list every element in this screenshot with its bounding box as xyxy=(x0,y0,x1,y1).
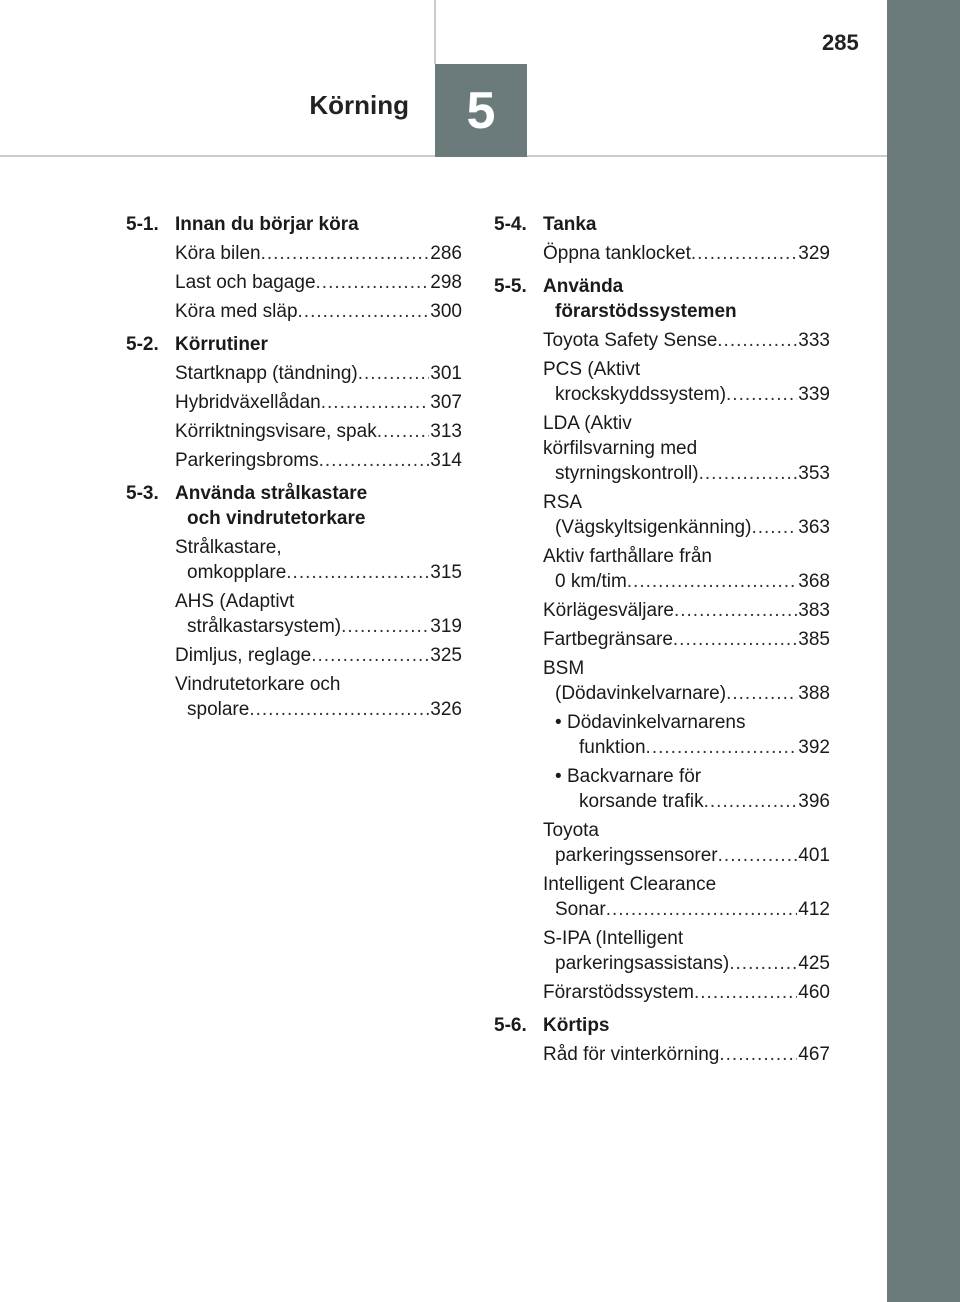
dot-leader xyxy=(316,270,430,295)
dot-leader xyxy=(726,382,797,407)
toc-entry[interactable] xyxy=(543,627,830,652)
toc-entry[interactable] xyxy=(175,361,462,386)
header-divider xyxy=(434,0,436,64)
page-ref: 401 xyxy=(798,845,830,866)
toc-entry-line xyxy=(175,560,462,585)
toc-entry-line: RSA xyxy=(543,492,583,513)
chapter-number-box xyxy=(435,64,527,157)
toc-entry[interactable] xyxy=(543,328,830,353)
section-heading xyxy=(126,481,462,531)
toc-section xyxy=(126,481,462,722)
page-ref: 307 xyxy=(430,392,462,413)
dot-leader xyxy=(717,328,797,353)
section-number: 5-6. xyxy=(494,1015,527,1036)
toc-entry-line xyxy=(543,951,830,976)
dot-leader xyxy=(358,361,430,386)
toc-entry-line: Toyota xyxy=(543,820,599,841)
toc-entry-text: Råd för vinterkörning xyxy=(543,1044,720,1065)
toc-entry[interactable] xyxy=(543,926,830,976)
page-ref: 460 xyxy=(798,982,830,1003)
toc-entry-text: Toyota Safety Sense xyxy=(543,330,718,351)
toc-entry-text: Dimljus, reglage xyxy=(175,645,312,666)
toc-entry[interactable] xyxy=(543,656,830,706)
toc-entry[interactable] xyxy=(175,270,462,295)
section-number: 5-2. xyxy=(126,334,159,355)
toc-entry[interactable] xyxy=(175,419,462,444)
toc-entry-line xyxy=(543,980,830,1005)
toc-column-right xyxy=(494,212,830,1075)
section-number: 5-4. xyxy=(494,214,527,235)
toc-entry-text: styrningskontroll) xyxy=(555,463,699,484)
toc-entry[interactable] xyxy=(555,710,830,760)
page-ref: 300 xyxy=(430,301,462,322)
section-title-line: och vindrutetorkare xyxy=(187,508,366,529)
page-ref: 313 xyxy=(430,421,462,442)
toc-entry-text: spolare xyxy=(187,699,250,720)
toc-entry[interactable] xyxy=(543,598,830,623)
section-title xyxy=(543,212,830,237)
page-ref: 467 xyxy=(798,1044,830,1065)
toc-entry[interactable] xyxy=(543,544,830,594)
page-ref: 392 xyxy=(798,737,830,758)
toc-entry-line xyxy=(543,598,830,623)
page-ref: 329 xyxy=(798,243,830,264)
toc-entry-line xyxy=(543,328,830,353)
page-ref: 286 xyxy=(430,243,462,264)
toc-entry-text: omkopplare xyxy=(187,562,287,583)
toc-entry[interactable] xyxy=(175,241,462,266)
toc-entry-line xyxy=(543,843,830,868)
toc-entry-text: Körlägesväljare xyxy=(543,600,674,621)
dot-leader xyxy=(298,299,430,324)
toc-section xyxy=(126,212,462,324)
toc-entry-line xyxy=(543,515,830,540)
toc-entry-line: Intelligent Clearance xyxy=(543,874,717,895)
chapter-title: Körning xyxy=(309,90,409,120)
page-ref: 326 xyxy=(430,699,462,720)
toc-entry[interactable] xyxy=(543,980,830,1005)
page-ref: 339 xyxy=(798,384,830,405)
toc-entry[interactable] xyxy=(175,535,462,585)
page-ref: 353 xyxy=(798,463,830,484)
toc-entry-line xyxy=(543,461,830,486)
toc-entry-line: Aktiv farthållare från xyxy=(543,546,712,567)
toc-entry-line: S-IPA (Intelligent xyxy=(543,928,684,949)
dot-leader xyxy=(674,598,797,623)
section-heading xyxy=(494,1013,830,1038)
toc-section xyxy=(494,1013,830,1067)
toc-entry-line xyxy=(175,270,462,295)
toc-entry-text: Sonar xyxy=(555,899,606,920)
section-title xyxy=(175,332,462,357)
section-heading xyxy=(126,212,462,237)
toc-entry-line xyxy=(175,419,462,444)
toc-entry-line xyxy=(543,382,830,407)
toc-entry[interactable] xyxy=(175,643,462,668)
toc-entry-text: krockskyddssystem) xyxy=(555,384,727,405)
dot-leader xyxy=(606,897,798,922)
page-ref: 314 xyxy=(430,450,462,471)
toc-entry-line xyxy=(175,643,462,668)
dot-leader xyxy=(699,461,798,486)
toc-entry[interactable] xyxy=(175,390,462,415)
toc-entry-line: LDA (Aktiv xyxy=(543,413,632,434)
toc-entry-text: Hybridväxellådan xyxy=(175,392,321,413)
toc-entry-text: (Dödavinkelvarnare) xyxy=(555,683,727,704)
section-title-line: Körrutiner xyxy=(175,334,268,355)
toc-entry-line: PCS (Aktivt xyxy=(543,359,641,380)
toc-entry-text: Förarstödssystem xyxy=(543,982,694,1003)
toc-section xyxy=(494,212,830,266)
section-title xyxy=(175,212,462,237)
section-title-line: Innan du börjar köra xyxy=(175,214,359,235)
dot-leader xyxy=(311,643,429,668)
page-ref: 425 xyxy=(798,953,830,974)
dot-leader xyxy=(704,789,798,814)
toc-entry-line: Vindrutetorkare och xyxy=(175,674,341,695)
page-ref: 412 xyxy=(798,899,830,920)
page-number: 285 xyxy=(822,30,859,55)
toc-entry-line xyxy=(555,789,830,814)
toc-entry-line xyxy=(555,735,830,760)
page-ref: 368 xyxy=(798,571,830,592)
section-heading xyxy=(494,274,830,324)
toc-entry-text: strålkastarsystem) xyxy=(187,616,342,637)
toc-entry-text: Fartbegränsare xyxy=(543,629,673,650)
toc-entry[interactable] xyxy=(543,241,830,266)
dot-leader xyxy=(726,681,797,706)
dot-leader xyxy=(694,980,797,1005)
page-ref: 315 xyxy=(430,562,462,583)
dot-leader xyxy=(627,569,798,594)
section-title xyxy=(543,1013,830,1038)
toc-entry-line: körfilsvarning med xyxy=(543,438,698,459)
toc-entry-line xyxy=(175,448,462,473)
page-ref: 301 xyxy=(430,363,462,384)
page-ref: 363 xyxy=(798,517,830,538)
dot-leader xyxy=(321,390,430,415)
toc-entry[interactable] xyxy=(555,764,830,814)
toc-entry-line xyxy=(175,361,462,386)
dot-leader xyxy=(751,515,797,540)
toc-entry[interactable] xyxy=(175,672,462,722)
dot-leader xyxy=(718,843,798,868)
section-title-line: förarstödssystemen xyxy=(555,301,737,322)
dot-leader xyxy=(673,627,797,652)
toc-entry-text: Öppna tanklocket xyxy=(543,243,691,264)
toc-entry-text: Last och bagage xyxy=(175,272,316,293)
section-number: 5-1. xyxy=(126,214,159,235)
toc-entry-text: Körriktningsvisare, spak xyxy=(175,421,377,442)
toc-entry-line xyxy=(543,897,830,922)
toc-entry-text: 0 km/tim xyxy=(555,571,627,592)
toc-entry-text: parkeringssensorer xyxy=(555,845,718,866)
toc-entry-line xyxy=(175,614,462,639)
page-ref: 383 xyxy=(798,600,830,621)
section-title xyxy=(543,274,830,324)
toc-entry[interactable] xyxy=(543,357,830,407)
toc-entry-text: Köra bilen xyxy=(175,243,261,264)
toc-entry-line xyxy=(175,697,462,722)
toc-entry-line: Strålkastare, xyxy=(175,537,282,558)
page-ref: 325 xyxy=(430,645,462,666)
dot-leader xyxy=(319,448,430,473)
toc-entry-text: Köra med släp xyxy=(175,301,298,322)
section-title-line: Använda strålkastare xyxy=(175,483,368,504)
toc-entry-line xyxy=(175,241,462,266)
dot-leader xyxy=(719,1042,797,1067)
toc-section xyxy=(126,332,462,473)
page-ref: 396 xyxy=(798,791,830,812)
dot-leader xyxy=(261,241,430,266)
section-heading xyxy=(126,332,462,357)
toc-entry[interactable] xyxy=(543,818,830,868)
dot-leader xyxy=(729,951,797,976)
section-number: 5-3. xyxy=(126,483,159,504)
section-heading xyxy=(494,212,830,237)
dot-leader xyxy=(646,735,798,760)
dot-leader xyxy=(341,614,429,639)
toc-entry-line xyxy=(543,241,830,266)
bullet-icon: • xyxy=(555,766,562,787)
toc-entry-line: • Backvarnare för xyxy=(555,766,702,787)
toc-entry-text: parkeringsassistans) xyxy=(555,953,730,974)
dot-leader xyxy=(691,241,797,266)
toc-entry-line xyxy=(175,390,462,415)
page-ref: 298 xyxy=(430,272,462,293)
toc-entry-text: Parkeringsbroms xyxy=(175,450,319,471)
toc-entry-text: (Vägskyltsigenkänning) xyxy=(555,517,752,538)
section-title xyxy=(175,481,462,531)
page-ref: 388 xyxy=(798,683,830,704)
bullet-icon: • xyxy=(555,712,562,733)
toc-entry[interactable] xyxy=(543,490,830,540)
toc-entry-line: AHS (Adaptivt xyxy=(175,591,295,612)
page-ref: 385 xyxy=(798,629,830,650)
toc-entry[interactable] xyxy=(175,589,462,639)
section-title-line: Tanka xyxy=(543,214,597,235)
toc-entry[interactable] xyxy=(543,411,830,486)
toc-entry-text: korsande trafik xyxy=(579,791,704,812)
toc-entry-line xyxy=(543,1042,830,1067)
toc-entry[interactable] xyxy=(175,448,462,473)
section-title-line: Använda xyxy=(543,276,624,297)
dot-leader xyxy=(286,560,429,585)
chapter-sidebar-tab xyxy=(887,0,960,1302)
toc-entry-line xyxy=(543,627,830,652)
toc-entry-text: funktion xyxy=(579,737,646,758)
toc-entry-line: • Dödavinkelvarnarens xyxy=(555,712,746,733)
toc-column-left xyxy=(126,212,462,730)
toc-entry[interactable] xyxy=(543,872,830,922)
toc-section xyxy=(494,274,830,1005)
section-title-line: Körtips xyxy=(543,1015,610,1036)
toc-entry[interactable] xyxy=(543,1042,830,1067)
toc-entry-line xyxy=(175,299,462,324)
dot-leader xyxy=(377,419,430,444)
toc-entry-line xyxy=(543,569,830,594)
section-number: 5-5. xyxy=(494,276,527,297)
toc-entry-text: Startknapp (tändning) xyxy=(175,363,358,384)
toc-entry-line xyxy=(543,681,830,706)
chapter-number: 5 xyxy=(466,81,496,140)
toc-entry[interactable] xyxy=(175,299,462,324)
page-ref: 319 xyxy=(430,616,462,637)
dot-leader xyxy=(249,697,429,722)
toc-entry-line: BSM xyxy=(543,658,585,679)
page-ref: 333 xyxy=(798,330,830,351)
